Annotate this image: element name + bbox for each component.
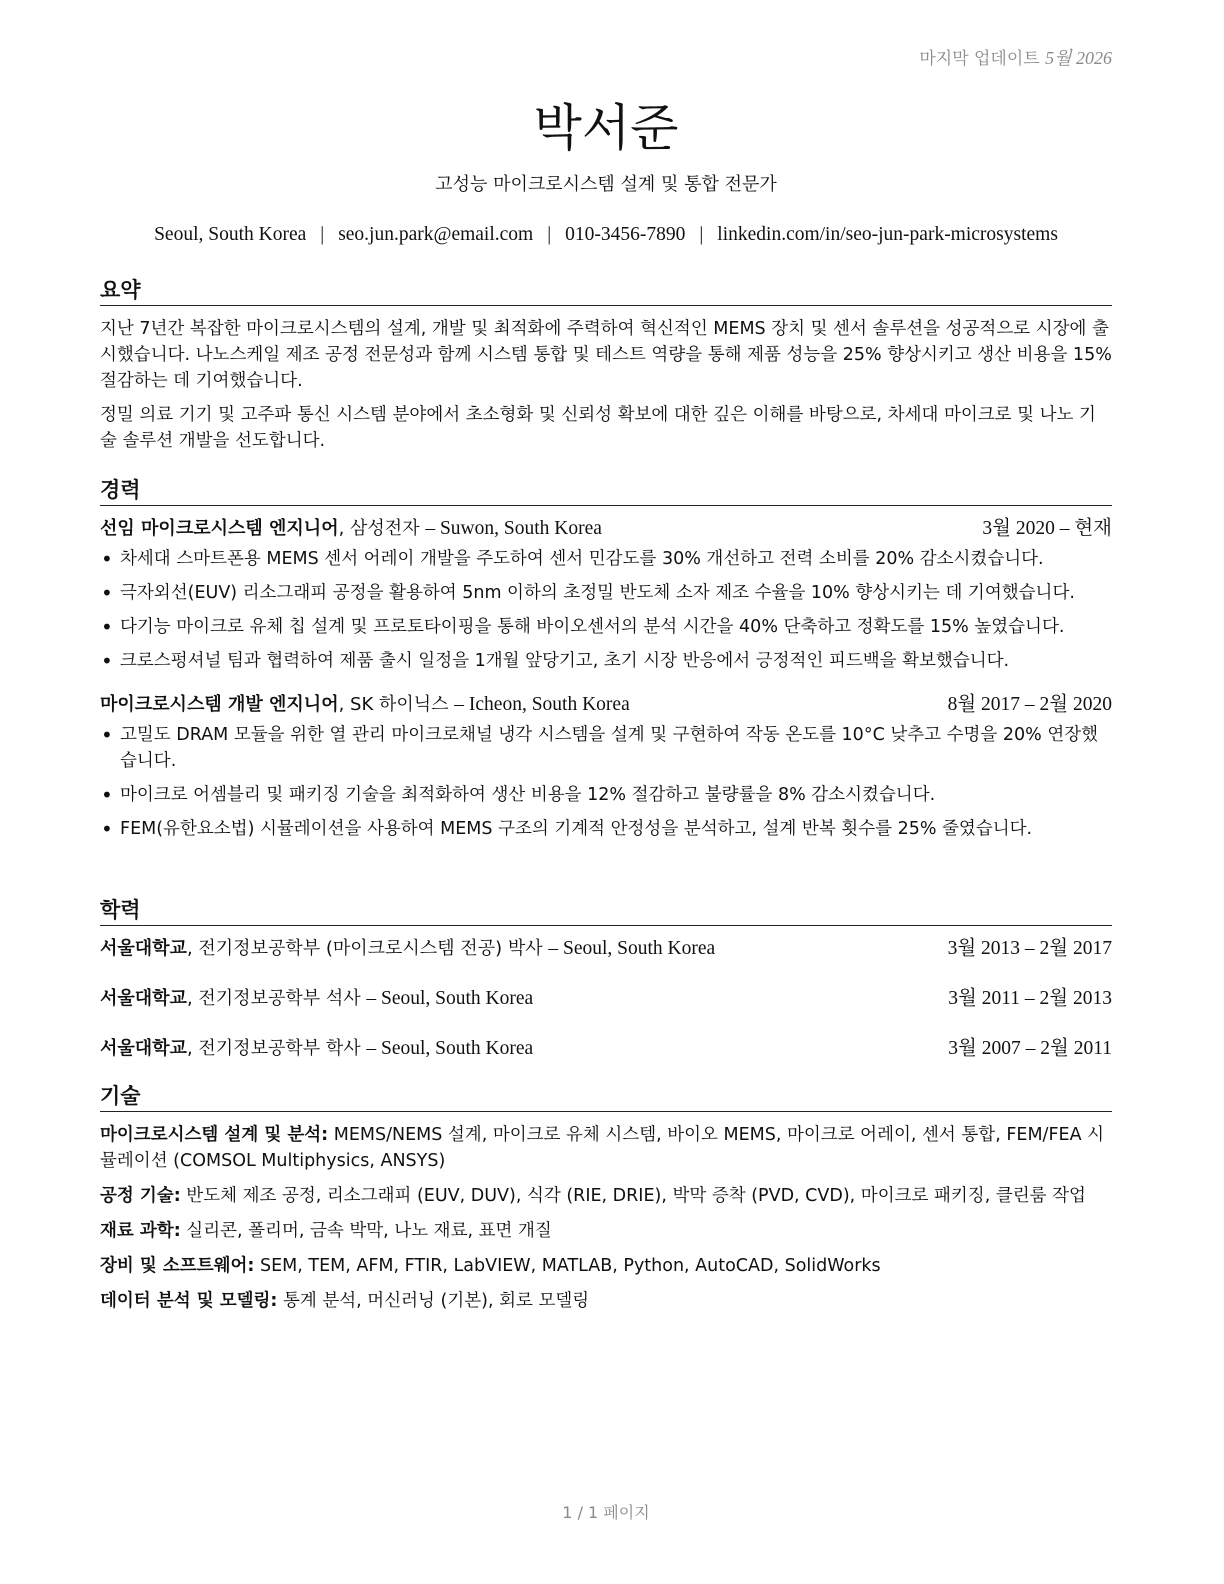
skill-item	[100, 1288, 1112, 1314]
contact-separator: |	[547, 224, 552, 245]
job-dates: 8월 2017 – 2월 2020	[947, 694, 1112, 715]
summary-paragraph: 지난 7년간 복잡한 마이크로시스템의 설계, 개발 및 최적화에 주력하여 혁신적인 MEMS 장치 및 센서 솔루션을 성공적으로 시장에 출시했습니다. 나노스케일 제조 공정 전문성과 함께 시스템 통합 및 테스트 역량을 통해 제품 성능을 25% 향상시키고 생산 비용을 15% 절감하는 데 기여했습니다.	[100, 319, 1112, 391]
job-entry	[100, 516, 1112, 674]
education-degree: 전기정보공학부 (마이크로시스템 전공) 박사	[198, 938, 543, 959]
education-entry: 서울대학교, 전기정보공학부 학사 – Seoul, South Korea 3월 2007 – 2월 2011	[100, 1036, 1112, 1062]
education-section	[100, 896, 1112, 1086]
page-number: 1 / 1 페이지	[562, 1503, 650, 1522]
education-school: 서울대학교	[100, 1038, 187, 1059]
job-bullet: • 크로스펑셔널 팀과 협력하여 제품 출시 일정을 1개월 앞당기고, 초기 시장 반응에서 긍정적인 피드백을 확보했습니다.	[120, 648, 1112, 674]
skill-label: 공정 기술:	[100, 1186, 181, 1206]
job-header: 선임 마이크로시스템 엔지니어, 삼성전자 – Suwon, South Korea 3월 2020 – 현재	[100, 516, 1112, 542]
skill-label: 재료 과학:	[100, 1221, 181, 1241]
education-dates: 3월 2011 – 2월 2013	[948, 988, 1112, 1009]
skill-label: 장비 및 소프트웨어:	[100, 1256, 255, 1276]
skill-item	[100, 1253, 1112, 1279]
education-location: Seoul, South Korea	[380, 988, 534, 1009]
education-degree: 전기정보공학부 석사	[198, 988, 361, 1009]
education-dates: 3월 2007 – 2월 2011	[948, 1038, 1112, 1059]
contact-email[interactable]: seo.jun.park@email.com	[338, 224, 534, 245]
contact-separator: |	[699, 224, 704, 245]
contact-location: Seoul, South Korea	[154, 224, 307, 245]
job-company: 삼성전자	[350, 518, 420, 539]
contact-phone[interactable]: 010-3456-7890	[565, 224, 686, 245]
job-bullet: • 고밀도 DRAM 모듈을 위한 열 관리 마이크로채널 냉각 시스템을 설계 및 구현하여 작동 온도를 10°C 낮추고 수명을 20% 연장했습니다.	[120, 722, 1112, 774]
job-bullet: • 차세대 스마트폰용 MEMS 센서 어레이 개발을 주도하여 센서 민감도를 30% 개선하고 전력 소비를 20% 감소시켰습니다.	[120, 546, 1112, 572]
job-bullet: • 마이크로 어셈블리 및 패키징 기술을 최적화하여 생산 비용을 12% 절감하고 불량률을 8% 감소시켰습니다.	[120, 782, 1112, 808]
tagline: 고성능 마이크로시스템 설계 및 통합 전문가	[435, 174, 777, 195]
education-location: Seoul, South Korea	[562, 938, 716, 959]
skill-value: 실리콘, 폴리머, 금속 박막, 나노 재료, 표면 개질	[186, 1221, 552, 1241]
experience-section	[100, 476, 1112, 850]
education-entry: 서울대학교, 전기정보공학부 (마이크로시스템 전공) 박사 – Seoul, South Korea 3월 2013 – 2월 2017	[100, 936, 1112, 962]
last-updated-month: 5월	[1045, 48, 1072, 68]
skill-item	[100, 1183, 1112, 1209]
person-name: 박서준	[533, 99, 679, 157]
skills-section	[100, 1082, 1112, 1323]
education-school: 서울대학교	[100, 938, 187, 959]
last-updated-label: 마지막 업데이트	[919, 49, 1040, 69]
education-location: Seoul, South Korea	[380, 1038, 534, 1059]
resume-page	[100, 0, 1112, 1584]
experience-title: 경력	[100, 476, 1112, 506]
skill-item	[100, 1218, 1112, 1244]
skill-value: 반도체 제조 공정, 리소그래피 (EUV, DUV), 식각 (RIE, DRIE), 박막 증착 (PVD, CVD), 마이크로 패키징, 클린룸 작업	[186, 1186, 1086, 1206]
education-dates: 3월 2013 – 2월 2017	[947, 938, 1112, 959]
job-company: SK 하이닉스	[350, 694, 449, 715]
summary-title: 요약	[100, 276, 1112, 306]
summary-paragraph: 정밀 의료 기기 및 고주파 통신 시스템 분야에서 초소형화 및 신뢰성 확보에 대한 깊은 이해를 바탕으로, 차세대 마이크로 및 나노 기술 솔루션 개발을 선도합니다.	[100, 405, 1096, 451]
last-updated-year: 2026	[1076, 48, 1112, 68]
job-location: Icheon, South Korea	[468, 694, 630, 715]
job-bullets	[100, 546, 1112, 674]
contact-linkedin[interactable]: linkedin.com/in/seo-jun-park-microsystems	[717, 224, 1058, 245]
education-school: 서울대학교	[100, 988, 187, 1009]
job-bullets	[100, 722, 1112, 842]
education-title: 학력	[100, 896, 1112, 926]
job-role: 선임 마이크로시스템 엔지니어	[100, 518, 339, 539]
skill-value: SEM, TEM, AFM, FTIR, LabVIEW, MATLAB, Python, AutoCAD, SolidWorks	[260, 1256, 881, 1276]
job-dates: 3월 2020 – 현재	[982, 518, 1112, 539]
job-bullet: • 극자외선(EUV) 리소그래피 공정을 활용하여 5nm 이하의 초정밀 반도체 소자 제조 수율을 10% 향상시키는 데 기여했습니다.	[120, 580, 1112, 606]
education-entry: 서울대학교, 전기정보공학부 석사 – Seoul, South Korea 3월 2011 – 2월 2013	[100, 986, 1112, 1012]
job-bullet: • FEM(유한요소법) 시뮬레이션을 사용하여 MEMS 구조의 기계적 안정성을 분석하고, 설계 반복 횟수를 25% 줄였습니다.	[120, 816, 1112, 842]
job-header: 마이크로시스템 개발 엔지니어, SK 하이닉스 – Icheon, South Korea 8월 2017 – 2월 2020	[100, 692, 1112, 718]
contact-line	[100, 224, 1112, 246]
skill-value: MEMS/NEMS 설계, 마이크로 유체 시스템, 바이오 MEMS, 마이크로 어레이, 센서 통합, FEM/FEA 시뮬레이션 (COMSOL Multiphysics, ANSYS)	[100, 1125, 1105, 1171]
skill-item	[100, 1122, 1112, 1174]
skills-title: 기술	[100, 1082, 1112, 1112]
job-bullet: • 다기능 마이크로 유체 칩 설계 및 프로토타이핑을 통해 바이오센서의 분석 시간을 40% 단축하고 정확도를 15% 높였습니다.	[120, 614, 1112, 640]
education-degree: 전기정보공학부 학사	[198, 1038, 361, 1059]
job-entry	[100, 692, 1112, 842]
skill-value: 통계 분석, 머신러닝 (기본), 회로 모델링	[283, 1291, 590, 1311]
skill-label: 마이크로시스템 설계 및 분석:	[100, 1125, 329, 1145]
job-location: Suwon, South Korea	[439, 518, 602, 539]
contact-separator: |	[320, 224, 325, 245]
job-role: 마이크로시스템 개발 엔지니어	[100, 694, 339, 715]
last-updated	[919, 44, 1112, 70]
skill-label: 데이터 분석 및 모델링:	[100, 1291, 278, 1311]
summary-section	[100, 276, 1112, 462]
